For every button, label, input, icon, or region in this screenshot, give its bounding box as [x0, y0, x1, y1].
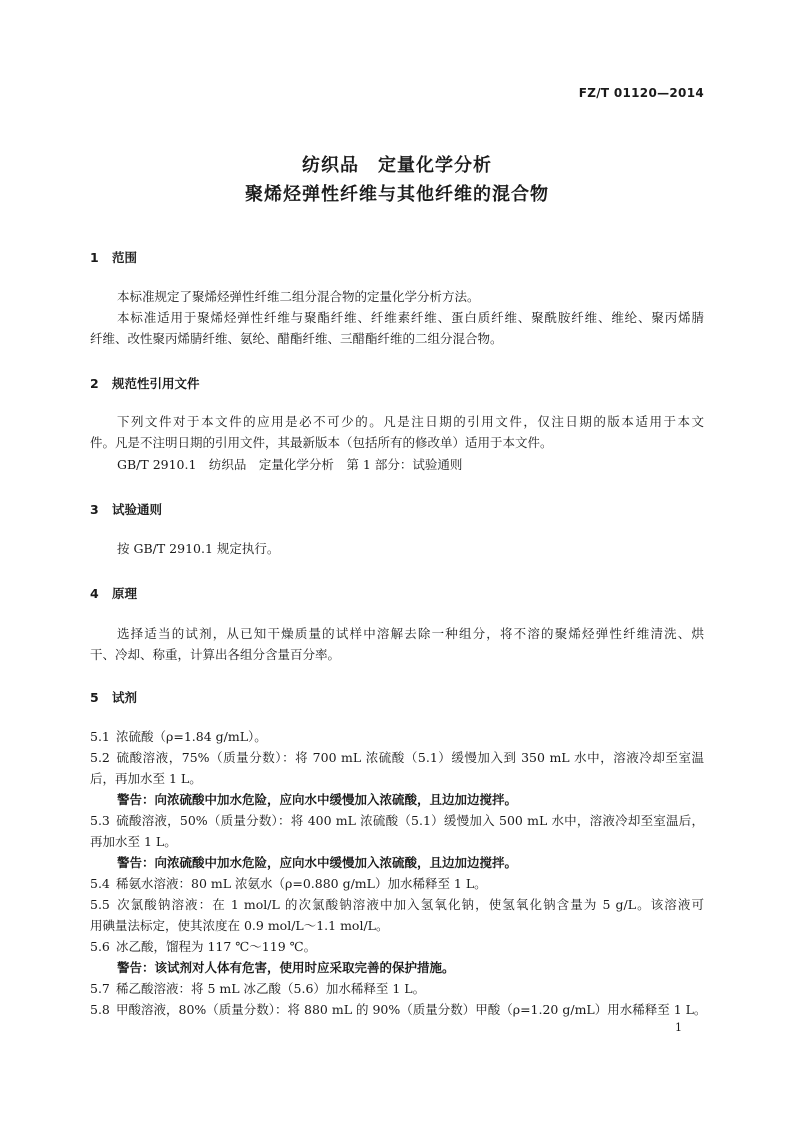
- section-title: 试剂: [112, 690, 138, 705]
- reagent-item-5-5-continued: 用碘量法标定，使其浓度在 0.9 mol/L～1.1 mol/L。: [90, 918, 389, 933]
- item-text: 甲酸溶液，80%（质量分数）：将 880 mL 的 90%（质量分数）甲酸（ρ=1.20 g/mL）用水稀释至 1 L。: [116, 1002, 707, 1017]
- reagent-item-5-3: [90, 811, 704, 831]
- document-title-line1: 纺织品 定量化学分析: [302, 155, 492, 176]
- reagent-item-5-8: [90, 1000, 707, 1020]
- section-heading-principle: [90, 584, 137, 602]
- document-title-line2: 聚烯烃弹性纤维与其他纤维的混合物: [245, 184, 549, 205]
- paragraph-line: 纤维、改性聚丙烯腈纤维、氨纶、醋酯纤维、三醋酯纤维的二组分混合物。: [90, 331, 503, 346]
- item-number: 5.4: [90, 876, 110, 891]
- item-text: 冰乙酸，馏程为 117 ℃～119 ℃。: [116, 939, 317, 954]
- warning-note: 警告：向浓硫酸中加水危险，应向水中缓慢加入浓硫酸，且边加边搅拌。: [117, 792, 518, 807]
- reagent-item-5-6: [90, 937, 704, 957]
- item-number: 5.6: [90, 939, 110, 954]
- section-heading-reagents: [90, 688, 137, 706]
- item-number: 5.3: [90, 813, 110, 828]
- reagent-item-5-1: [90, 727, 704, 747]
- warning-note: 警告：向浓硫酸中加水危险，应向水中缓慢加入浓硫酸，且边加边搅拌。: [117, 855, 518, 870]
- section-number: 4: [90, 586, 99, 601]
- section-title: 规范性引用文件: [112, 376, 200, 391]
- section-number: 2: [90, 376, 99, 391]
- paragraph-line: 选择适当的试剂，从已知干燥质量的试样中溶解去除一种组分，将不溶的聚烯烃弹性纤维清洗、烘: [117, 626, 704, 641]
- section-number: 5: [90, 690, 99, 705]
- section-heading-normative-references: [90, 374, 200, 392]
- page-number: 1: [675, 1021, 682, 1034]
- reagent-item-5-2-continued: 后，再加水至 1 L。: [90, 771, 202, 786]
- paragraph-line: 本标准规定了聚烯烃弹性纤维二组分混合物的定量化学分析方法。: [117, 289, 480, 304]
- paragraph-line: 件。凡是不注明日期的引用文件，其最新版本（包括所有的修改单）适用于本文件。: [90, 435, 553, 450]
- item-number: 5.8: [90, 1002, 110, 1017]
- section-title: 原理: [112, 586, 138, 601]
- item-text: 次氯酸钠溶液：在 1 mol/L 的次氯酸钠溶液中加入氢氧化钠，使氢氧化钠含量为 5 g/L。该溶液可: [116, 897, 704, 912]
- section-number: 3: [90, 502, 99, 517]
- item-number: 5.2: [90, 750, 110, 765]
- section-heading-general: [90, 500, 162, 518]
- item-text: 硫酸溶液，50%（质量分数）：将 400 mL 浓硫酸（5.1）缓慢加入 500 mL 水中，溶液冷却至室温后，: [116, 813, 704, 828]
- item-text: 硫酸溶液，75%（质量分数）：将 700 mL 浓硫酸（5.1）缓慢加入到 350 mL 水中，溶液冷却至室温: [116, 750, 704, 765]
- section-title: 试验通则: [112, 502, 163, 517]
- section-number: 1: [90, 250, 99, 265]
- reagent-item-5-3-continued: 再加水至 1 L。: [90, 834, 177, 849]
- section-heading-scope: [90, 248, 137, 266]
- section-title: 范围: [112, 250, 138, 265]
- item-number: 5.5: [90, 897, 110, 912]
- item-text: 稀乙酸溶液：将 5 mL 冰乙酸（5.6）加水稀释至 1 L。: [116, 981, 426, 996]
- paragraph-line: 下列文件对于本文件的应用是必不可少的。凡是注日期的引用文件，仅注日期的版本适用于本文: [117, 414, 704, 429]
- standard-code: FZ/T 01120—2014: [578, 86, 704, 100]
- item-number: 5.7: [90, 981, 110, 996]
- warning-note: 警告：该试剂对人体有危害，使用时应采取完善的保护措施。: [117, 960, 455, 975]
- reagent-item-5-5: [90, 895, 704, 915]
- item-number: 5.1: [90, 729, 110, 744]
- item-text: 浓硫酸（ρ=1.84 g/mL）。: [116, 729, 267, 744]
- reagent-item-5-2: [90, 748, 704, 768]
- reagent-item-5-7: [90, 979, 704, 999]
- item-text: 稀氨水溶液：80 mL 浓氨水（ρ=0.880 g/mL）加水稀释至 1 L。: [116, 876, 487, 891]
- paragraph-line: 按 GB/T 2910.1 规定执行。: [117, 541, 280, 556]
- reagent-item-5-4: [90, 874, 704, 894]
- paragraph-line: 本标准适用于聚烯烃弹性纤维与聚酯纤维、纤维素纤维、蛋白质纤维、聚酰胺纤维、维纶、聚丙烯腈: [117, 310, 704, 325]
- paragraph-line: 干、冷却、称重，计算出各组分含量百分率。: [90, 647, 341, 662]
- reference-entry: GB/T 2910.1 纺织品 定量化学分析 第 1 部分：试验通则: [117, 457, 463, 472]
